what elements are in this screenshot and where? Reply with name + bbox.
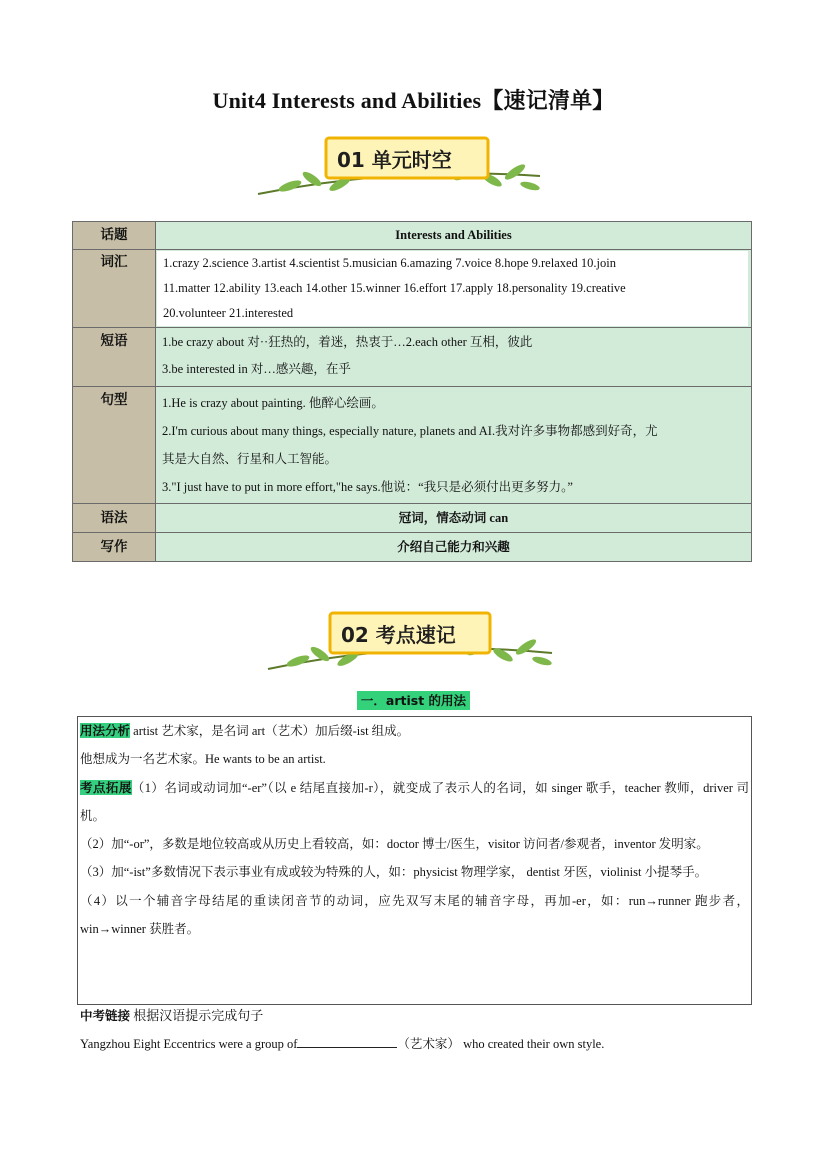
key-points-banner xyxy=(0,609,827,679)
sentence-cell xyxy=(156,387,752,504)
table-row xyxy=(73,250,752,328)
topic-label: 话题 xyxy=(73,222,156,250)
phrase-label: 短语 xyxy=(73,328,156,387)
table-row xyxy=(73,504,752,533)
phrase-line: 1.be crazy about 对··狂热的，着迷，热衷于…2.each other 互相，彼此 xyxy=(162,335,533,349)
sentence-line: 2.I'm curious about many things, especially nature, planets and AI.我对许多事物都感到好奇，尤 xyxy=(162,424,658,438)
table-row xyxy=(73,533,752,562)
extension-tag: 考点拓展 xyxy=(80,779,132,795)
grammar-value: 冠词，情态动词 can xyxy=(156,504,752,533)
example-sentence: 他想成为一名艺术家。He wants to be an artist. xyxy=(80,752,326,767)
phrase-cell xyxy=(156,328,752,387)
banner-label: 01 单元时空 xyxy=(337,148,452,172)
section-heading: 一．artist 的用法 xyxy=(0,691,827,709)
extension-point: （4）以一个辅音字母结尾的重读闭音节的动词，应先双写末尾的辅音字母，再加-er，如：run→runner 跑步者，win→winner 获胜者。 xyxy=(80,893,749,937)
sentence-line: 1.He is crazy about painting. 他醉心绘画。 xyxy=(162,396,384,410)
extension-point: （2）加“-or”，多数是地位较高或从历史上看较高，如：doctor 博士/医生，visitor 访问者/参观者，inventor 发明家。 xyxy=(80,837,709,852)
unit-overview-banner xyxy=(0,134,827,204)
extension-point: 考点拓展（1）名词或动词加“-er”（以 e 结尾直接加-r），就变成了表示人的名词，如 singer 歌手，teacher 教师，driver 司机。 xyxy=(80,779,749,823)
vocab-line: 1.crazy 2.science 3.artist 4.scientist 5.musician 6.amazing 7.voice 8.hope 9.relaxed 10.join xyxy=(163,256,616,270)
answer-blank[interactable] xyxy=(297,1036,397,1048)
phrase-line: 3.be interested in 对…感兴趣，在乎 xyxy=(162,362,351,376)
exam-link: 中考链接 根据汉语提示完成句子 xyxy=(80,1008,264,1023)
banner-label: 02 考点速记 xyxy=(341,623,456,647)
document-title: Unit4 Interests and Abilities【速记清单】 xyxy=(212,88,615,113)
table-row xyxy=(73,387,752,504)
sentence-label: 句型 xyxy=(73,387,156,504)
sentence-line: 3."I just have to put in more effort,"he says.他说：“我只是必须付出更多努力。” xyxy=(162,480,573,494)
exam-link-tag: 中考链接 xyxy=(80,1008,131,1023)
table-row xyxy=(73,328,752,387)
grammar-label: 语法 xyxy=(73,504,156,533)
vocab-line: 11.matter 12.ability 13.each 14.other 15.winner 16.effort 17.apply 18.personality 19.creative xyxy=(163,281,626,295)
usage-box xyxy=(77,716,752,1005)
table-row xyxy=(73,222,752,250)
exercise-question: Yangzhou Eight Eccentrics were a group of （艺术家） who created their own style. xyxy=(80,1037,605,1051)
usage-analysis-tag: 用法分析 xyxy=(80,723,131,738)
vocab-label: 词汇 xyxy=(73,250,156,328)
unit-summary-table xyxy=(72,221,752,562)
writing-value: 介绍自己能力和兴趣 xyxy=(156,533,752,562)
extension-point: （3）加“-ist”多数情况下表示事业有成或较为特殊的人，如：physicist 物理学家， dentist 牙医，violinist 小提琴手。 xyxy=(80,865,708,880)
sentence-line: 其是大自然、行星和人工智能。 xyxy=(162,452,338,466)
usage-analysis: 用法分析 artist 艺术家，是名词 art（艺术）加后缀-ist 组成。 xyxy=(80,723,410,738)
topic-value: Interests and Abilities xyxy=(156,222,752,250)
vocab-line: 20.volunteer 21.interested xyxy=(163,306,294,320)
writing-label: 写作 xyxy=(73,533,156,562)
vocab-cell xyxy=(156,250,752,328)
